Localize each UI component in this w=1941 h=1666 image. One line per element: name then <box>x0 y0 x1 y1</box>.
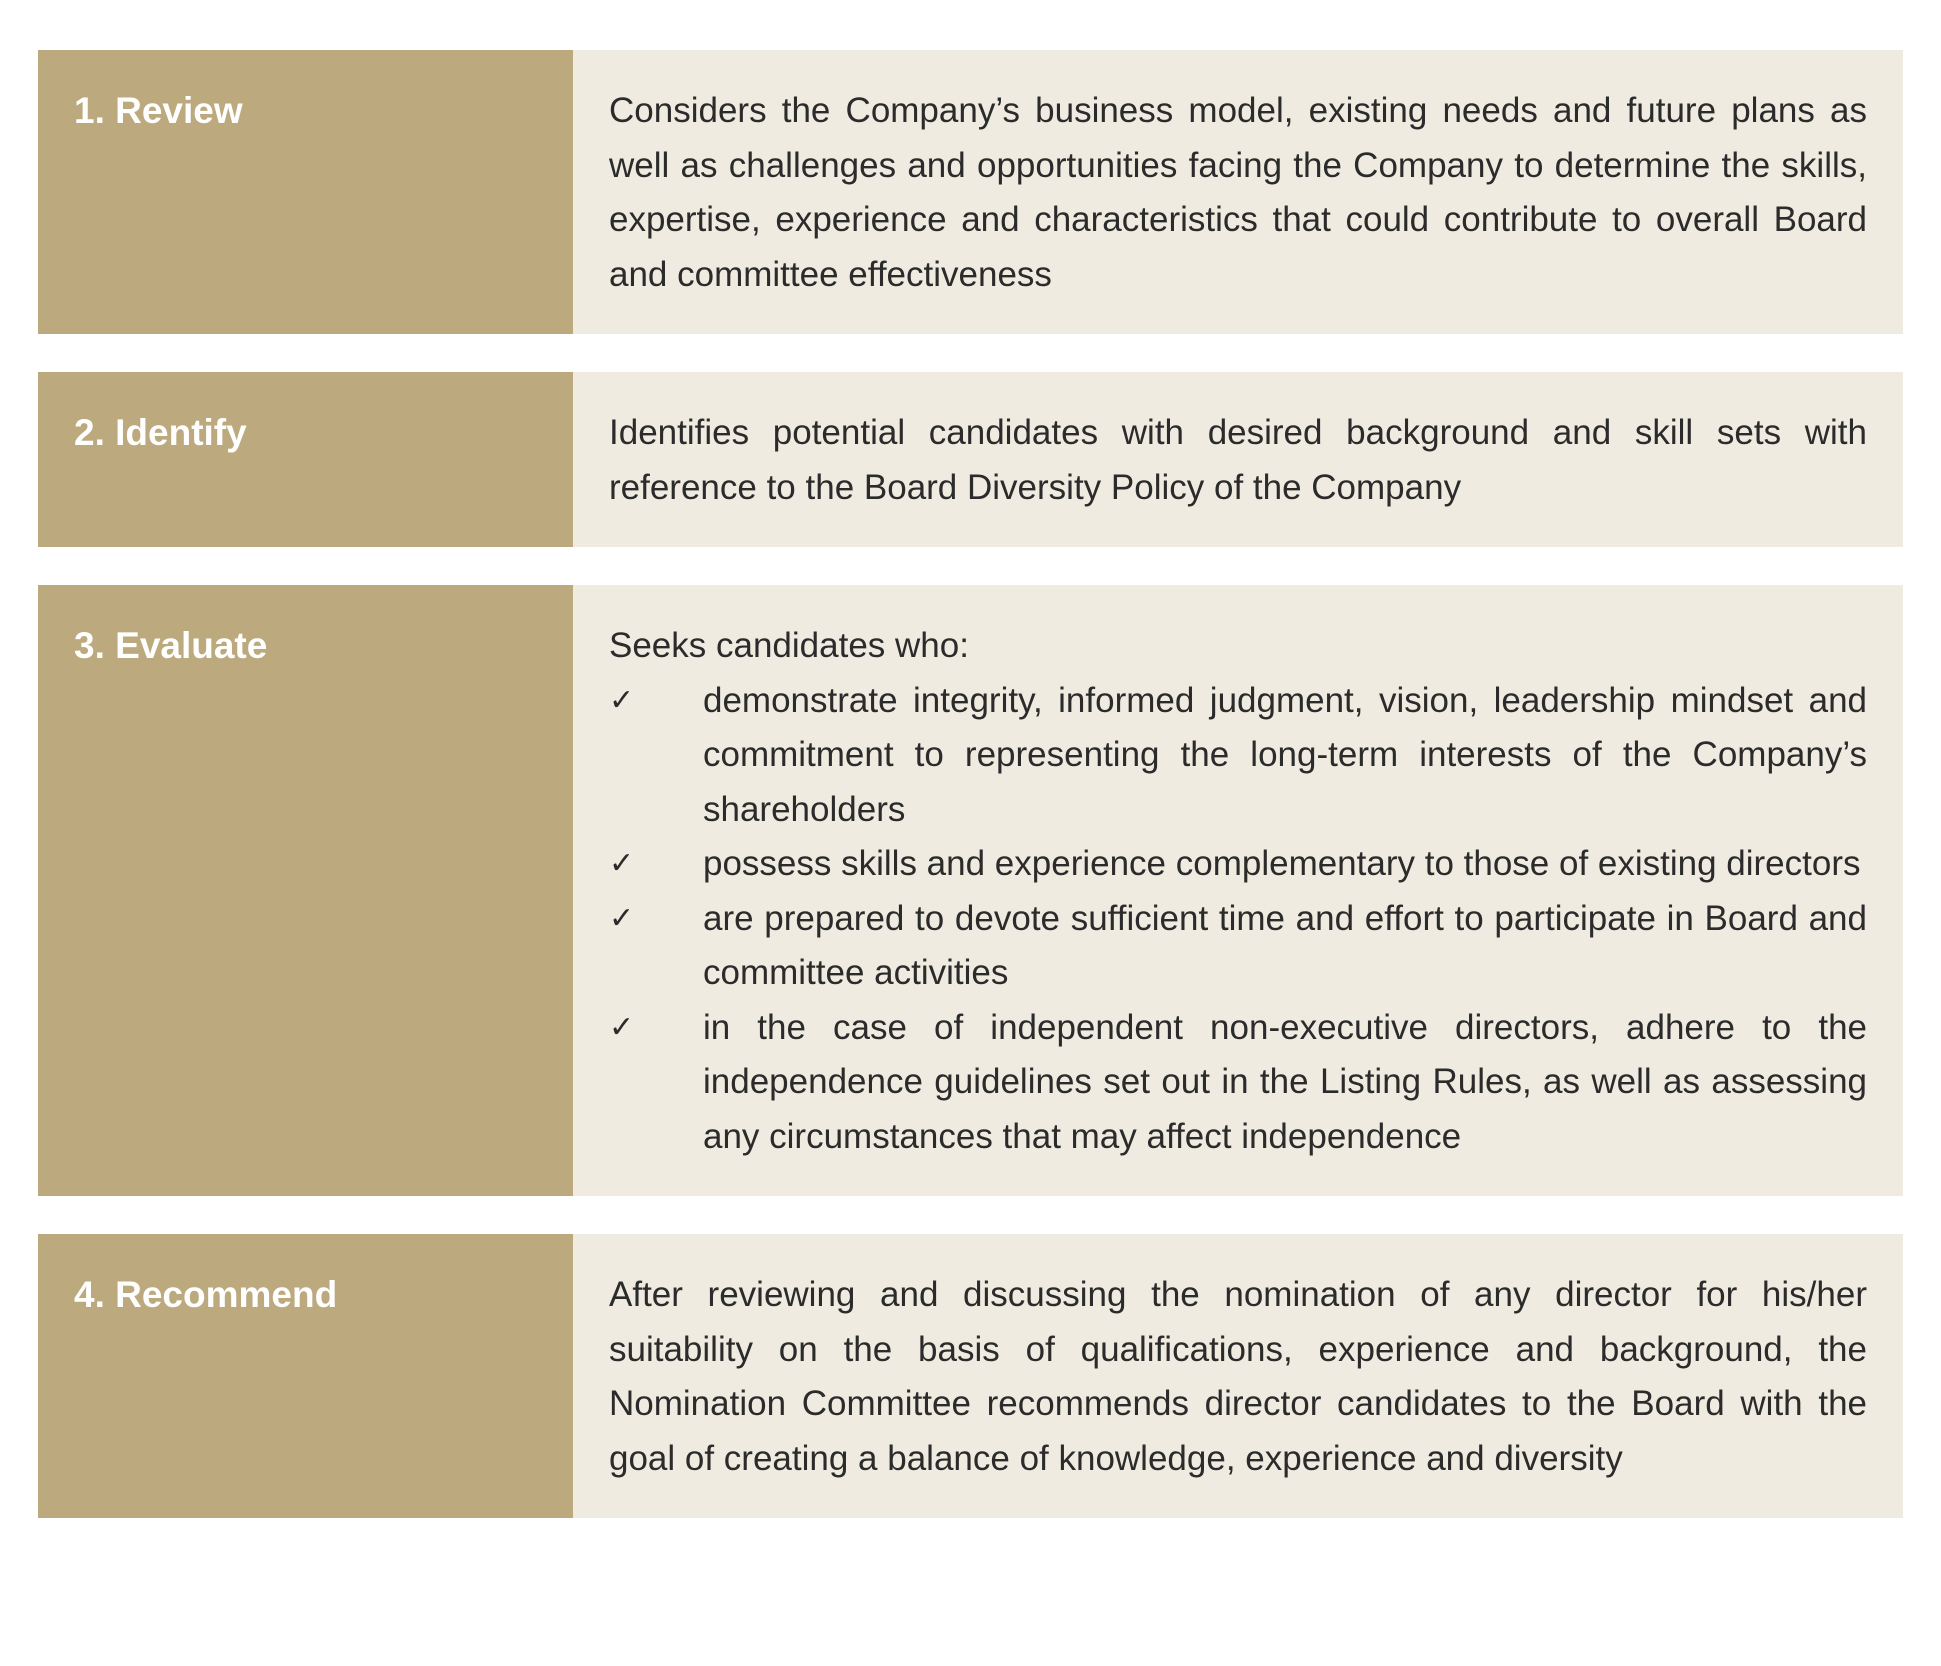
step-description <box>573 1234 1903 1518</box>
criteria-item <box>609 837 1867 892</box>
check-icon: ✓ <box>609 900 635 936</box>
criteria-list <box>609 674 1867 1165</box>
step-label: 1. Review <box>38 50 573 334</box>
criteria-item <box>609 674 1867 838</box>
step-evaluate <box>38 585 1903 1196</box>
step-label: 3. Evaluate <box>38 585 573 1196</box>
criteria-intro: Seeks candidates who: <box>609 626 969 665</box>
step-description <box>573 372 1903 547</box>
criteria-item <box>609 1001 1867 1165</box>
step-review <box>38 50 1903 334</box>
criteria-text: possess skills and experience complementary to those of existing directors <box>703 844 1861 883</box>
step-description <box>573 585 1903 1196</box>
check-icon: ✓ <box>609 1009 635 1045</box>
step-identify <box>38 372 1903 547</box>
criteria-text: are prepared to devote sufficient time and effort to participate in Board and committee activities <box>703 898 1867 992</box>
step-description <box>573 50 1903 334</box>
nomination-process <box>38 50 1903 1556</box>
step-label: 4. Recommend <box>38 1234 573 1518</box>
check-icon: ✓ <box>609 846 635 881</box>
criteria-text: in the case of independent non-executive directors, adhere to the independence guidelines set out in the Listing Rules, as well as assessing any circumstances that may affect independence <box>703 1007 1867 1156</box>
step-label: 2. Identify <box>38 372 573 547</box>
criteria-text: demonstrate integrity, informed judgment, vision, leadership mindset and commitment to representing the long-term interests of the Company’s shareholders <box>703 680 1867 829</box>
step-text: After reviewing and discussing the nomination of any director for his/her suitability on the basis of qualifications, experience and background, the Nomination Committee recommends director candidates to the Board with the goal of creating a balance of knowledge, experience and diversity <box>609 1275 1867 1478</box>
check-icon: ✓ <box>609 682 635 718</box>
step-text: Identifies potential candidates with desired background and skill sets with reference to the Board Diversity Policy of the Company <box>609 413 1867 507</box>
step-recommend <box>38 1234 1903 1518</box>
step-text: Considers the Company’s business model, existing needs and future plans as well as challenges and opportunities facing the Company to determine the skills, expertise, experience and characteristics that could contribute to overall Board and committee effectiveness <box>609 91 1867 294</box>
criteria-item <box>609 892 1867 1001</box>
